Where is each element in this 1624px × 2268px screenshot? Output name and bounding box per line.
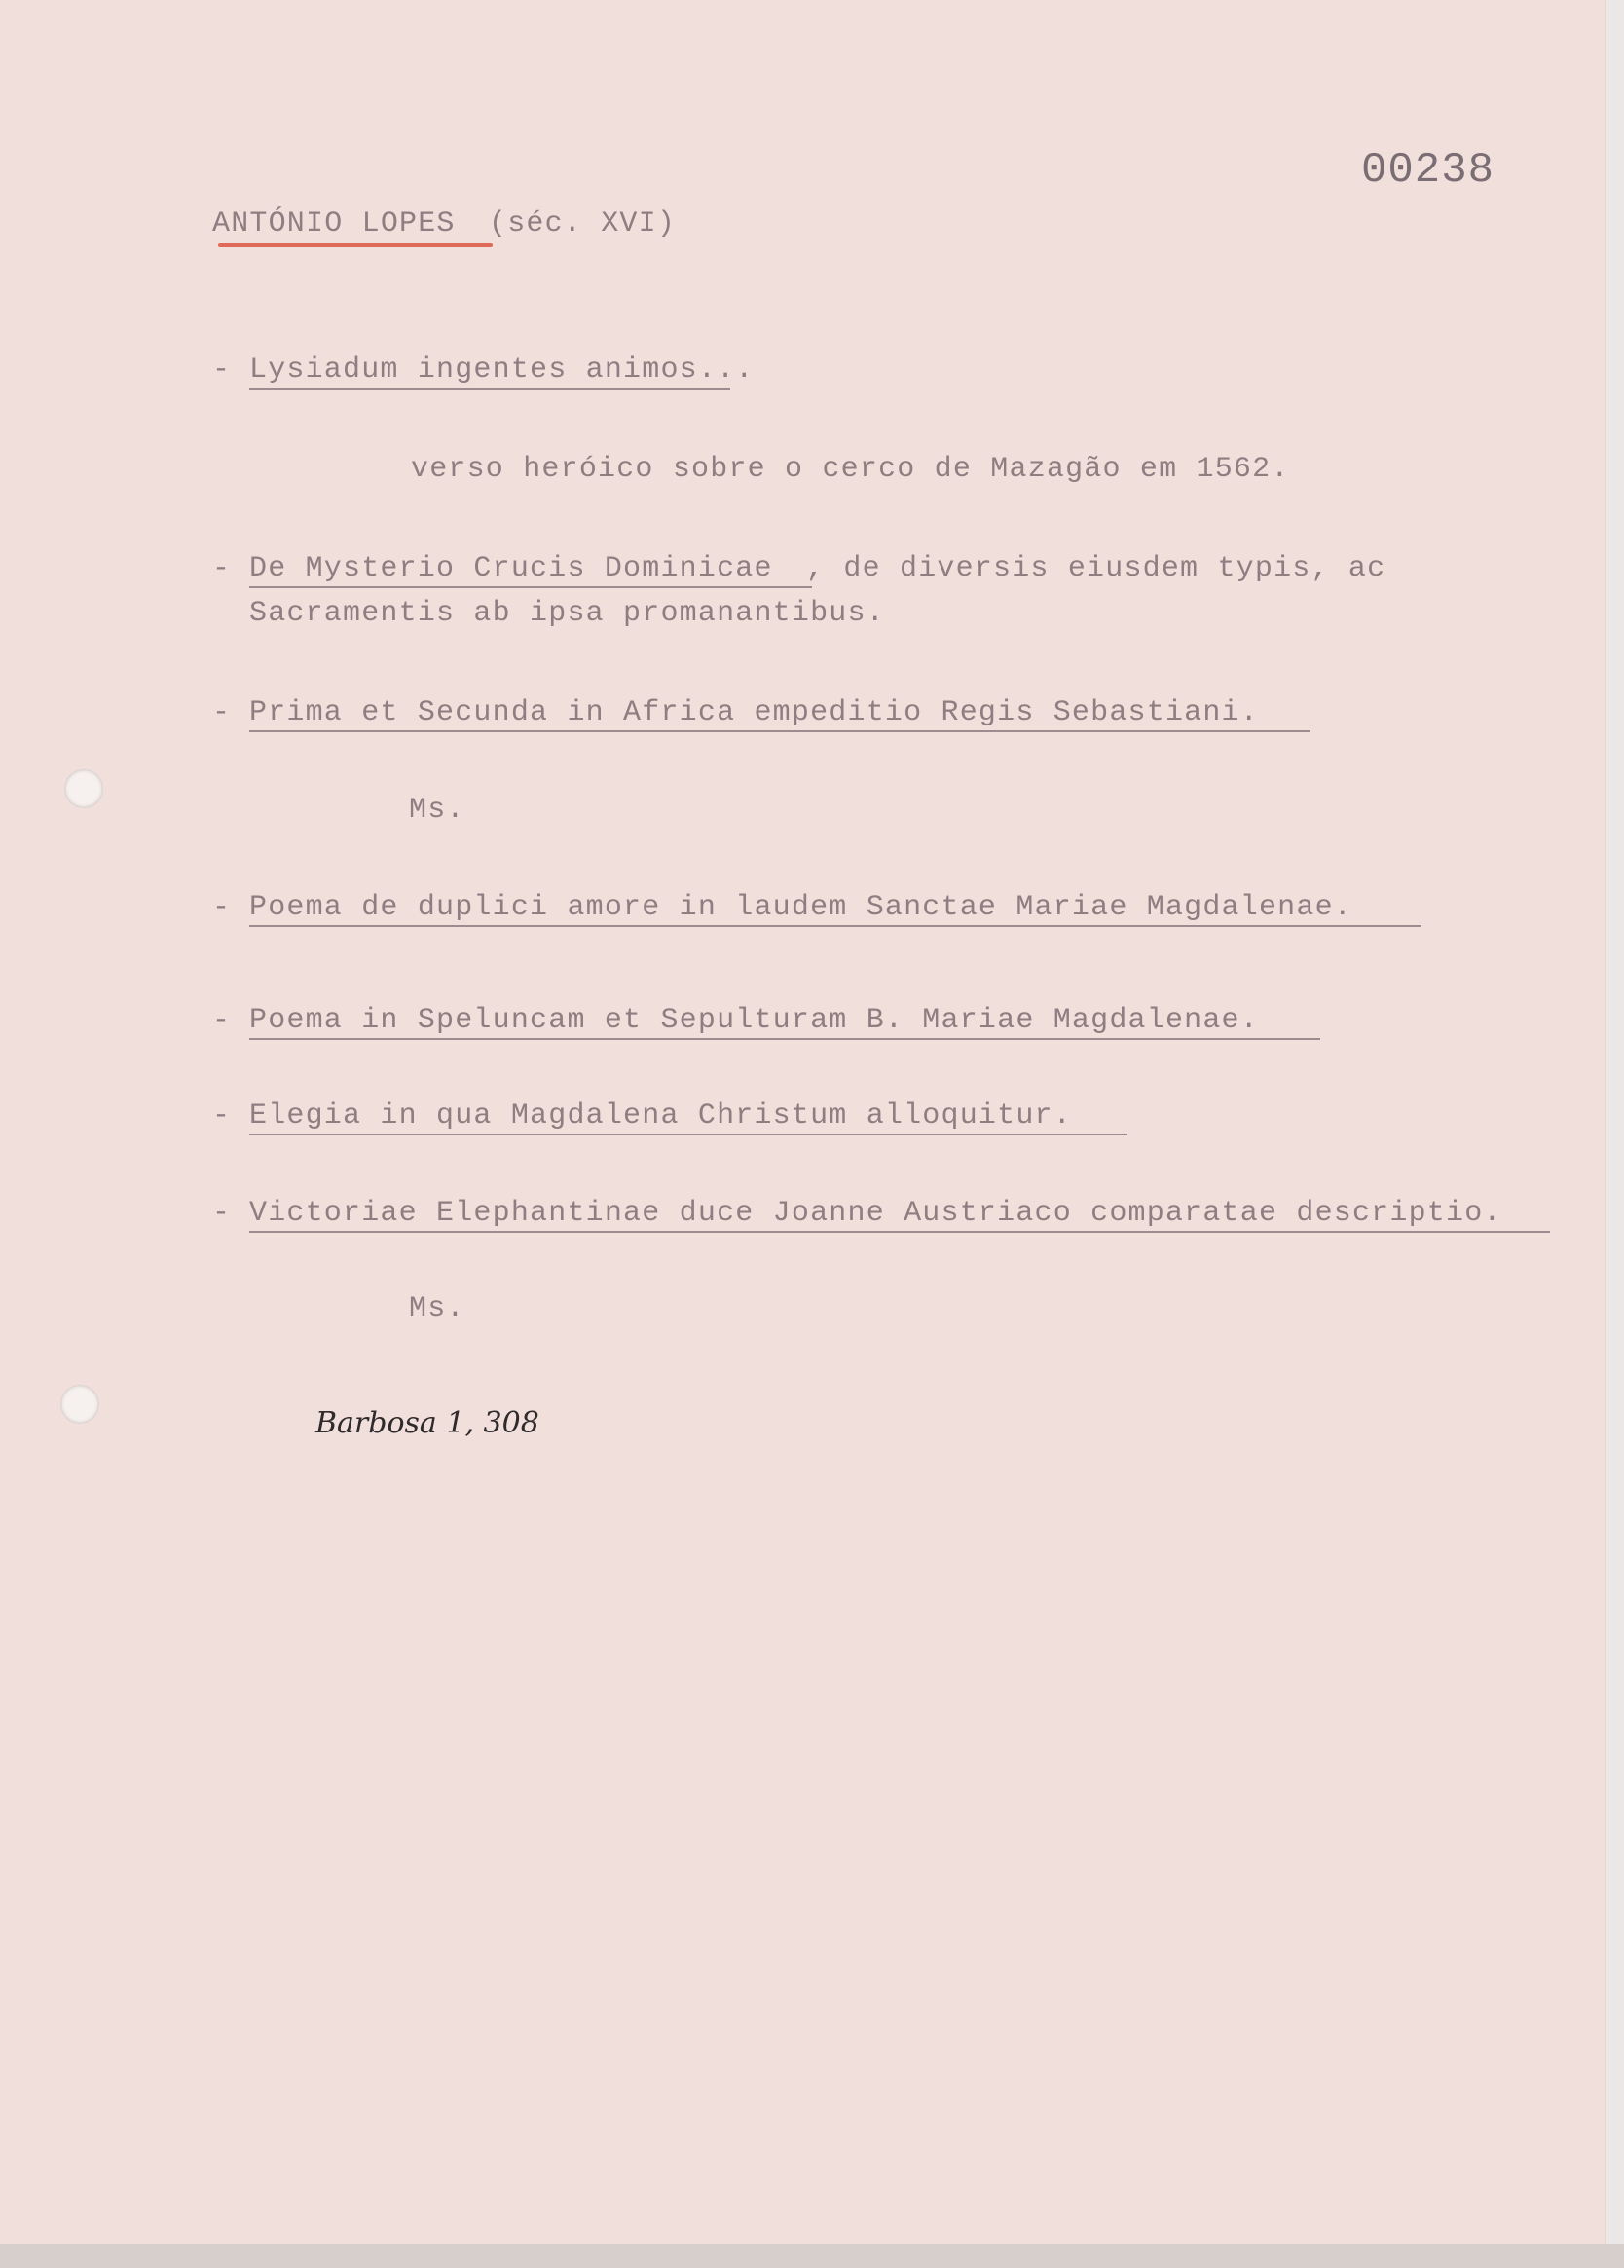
entry-title: Lysiadum ingentes animos... (249, 353, 755, 387)
scan-edge-bottom (0, 2244, 1624, 2268)
author-era: (séc. XVI) (489, 207, 677, 241)
scan-edge (1606, 0, 1624, 2244)
entry-underline (249, 730, 1310, 732)
punch-hole-bottom (60, 1385, 99, 1424)
entry-underline (249, 388, 730, 390)
handwritten-reference: Barbosa 1, 308 (315, 1406, 539, 1440)
author-name-underline (218, 243, 493, 247)
entry-underline (249, 586, 812, 588)
entry-dash: - (212, 891, 232, 924)
entry-dash: - (212, 1099, 232, 1133)
entry-title: De Mysterio Crucis Dominicae (249, 552, 773, 585)
punch-hole-top (64, 769, 103, 808)
entry-title-continued: , de diversis eiusdem typis, ac (806, 552, 1386, 585)
entry-underline (249, 925, 1421, 927)
entry-title: Victoriae Elephantinae duce Joanne Austriaco comparatae descriptio. (249, 1197, 1502, 1230)
page-number-stamp: 00238 (1361, 146, 1495, 195)
entry-note: Ms. (409, 794, 465, 827)
entry-note: verso heróico sobre o cerco de Mazagão em 1562. (411, 453, 1290, 486)
entry-title-line2: Sacramentis ab ipsa promanantibus. (249, 597, 885, 630)
entry-title: Poema in Speluncam et Sepulturam B. Mariae Magdalenae. (249, 1004, 1259, 1037)
entry-dash: - (212, 696, 232, 729)
entry-dash: - (212, 552, 232, 585)
entry-note: Ms. (409, 1292, 465, 1325)
author-name: ANTÓNIO LOPES (212, 207, 456, 241)
entry-underline (249, 1038, 1320, 1040)
entry-title: Poema de duplici amore in laudem Sanctae Mariae Magdalenae. (249, 891, 1352, 924)
entry-underline (249, 1134, 1127, 1135)
entry-dash: - (212, 353, 232, 387)
entry-underline (249, 1231, 1550, 1233)
entry-title: Elegia in qua Magdalena Christum alloquitur. (249, 1099, 1072, 1133)
entry-title: Prima et Secunda in Africa empeditio Regis Sebastiani. (249, 696, 1259, 729)
entry-dash: - (212, 1197, 232, 1230)
entry-dash: - (212, 1004, 232, 1037)
